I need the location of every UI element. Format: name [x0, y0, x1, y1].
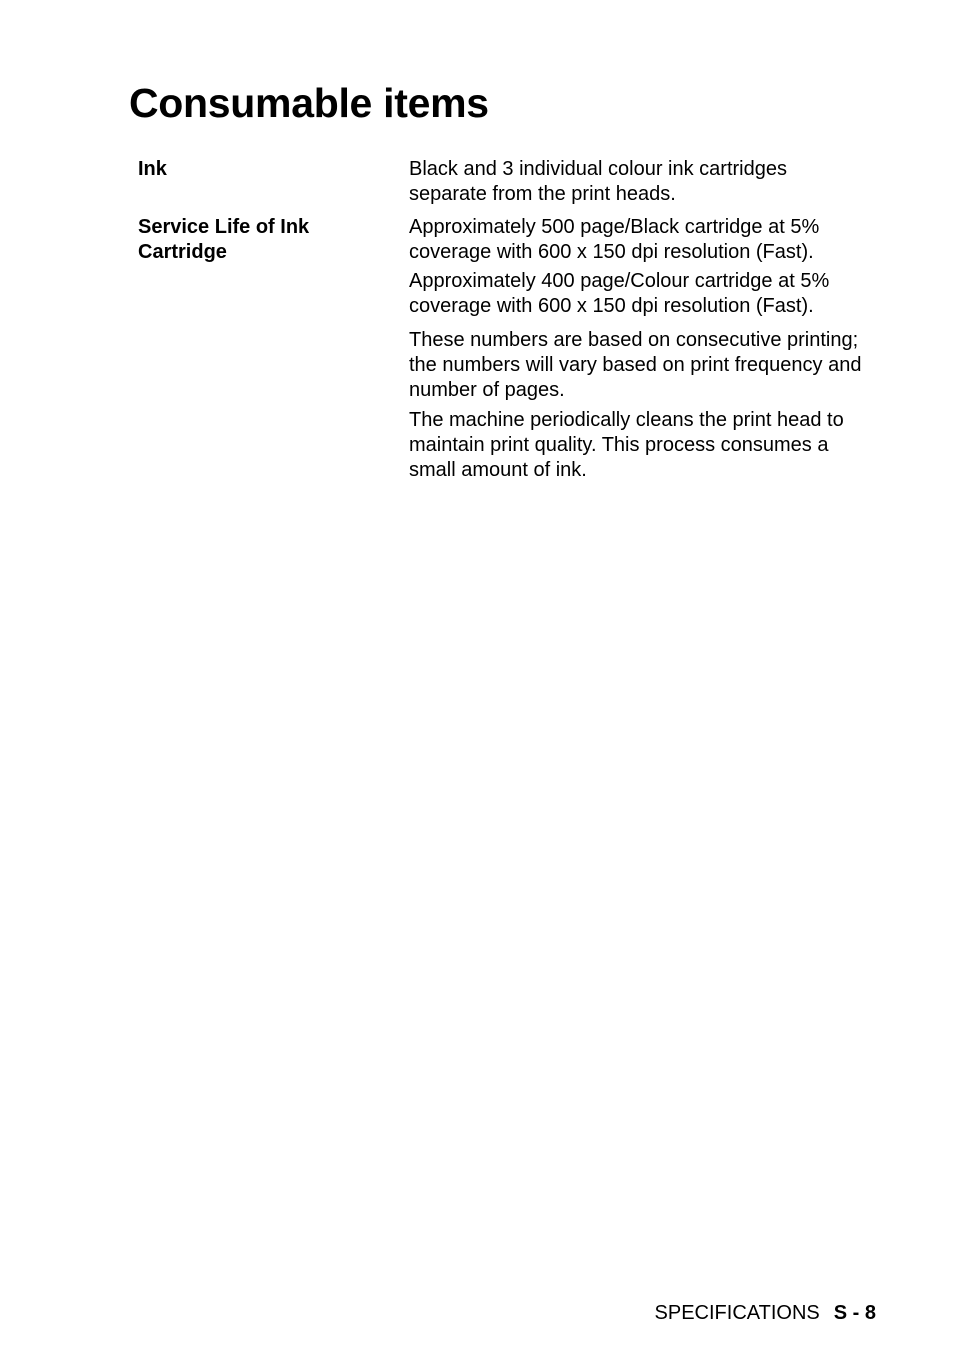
spec-row-ink [138, 157, 878, 215]
footer-section-name: SPECIFICATIONS [654, 1302, 820, 1324]
spec-row-service-life [138, 215, 878, 483]
cleaning-note: The machine periodically cleans the print head to maintain print quality. This process consumes a small amount of ink. [409, 409, 844, 481]
page-footer [655, 1299, 876, 1327]
colour-cartridge-yield: Approximately 400 page/Colour cartridge at 5% coverage with 600 x 150 dpi resolution (Fast). [409, 270, 830, 317]
spec-value-ink [409, 157, 878, 215]
page-title: Consumable items [129, 80, 489, 126]
spec-value-service-life [409, 215, 878, 483]
black-cartridge-yield: Approximately 500 page/Black cartridge at 5% coverage with 600 x 150 dpi resolution (Fast). [409, 216, 820, 263]
spec-table [138, 157, 878, 483]
spec-label-service-life: Service Life of Ink Cartridge [138, 216, 310, 263]
footer-page-number: S - 8 [833, 1302, 876, 1324]
yield-note: These numbers are based on consecutive printing; the numbers will vary based on print frequency and number of pages. [409, 329, 862, 401]
spec-label-ink: Ink [138, 158, 167, 180]
spec-value-line: Black and 3 individual colour ink cartridges separate from the print heads. [409, 158, 787, 205]
